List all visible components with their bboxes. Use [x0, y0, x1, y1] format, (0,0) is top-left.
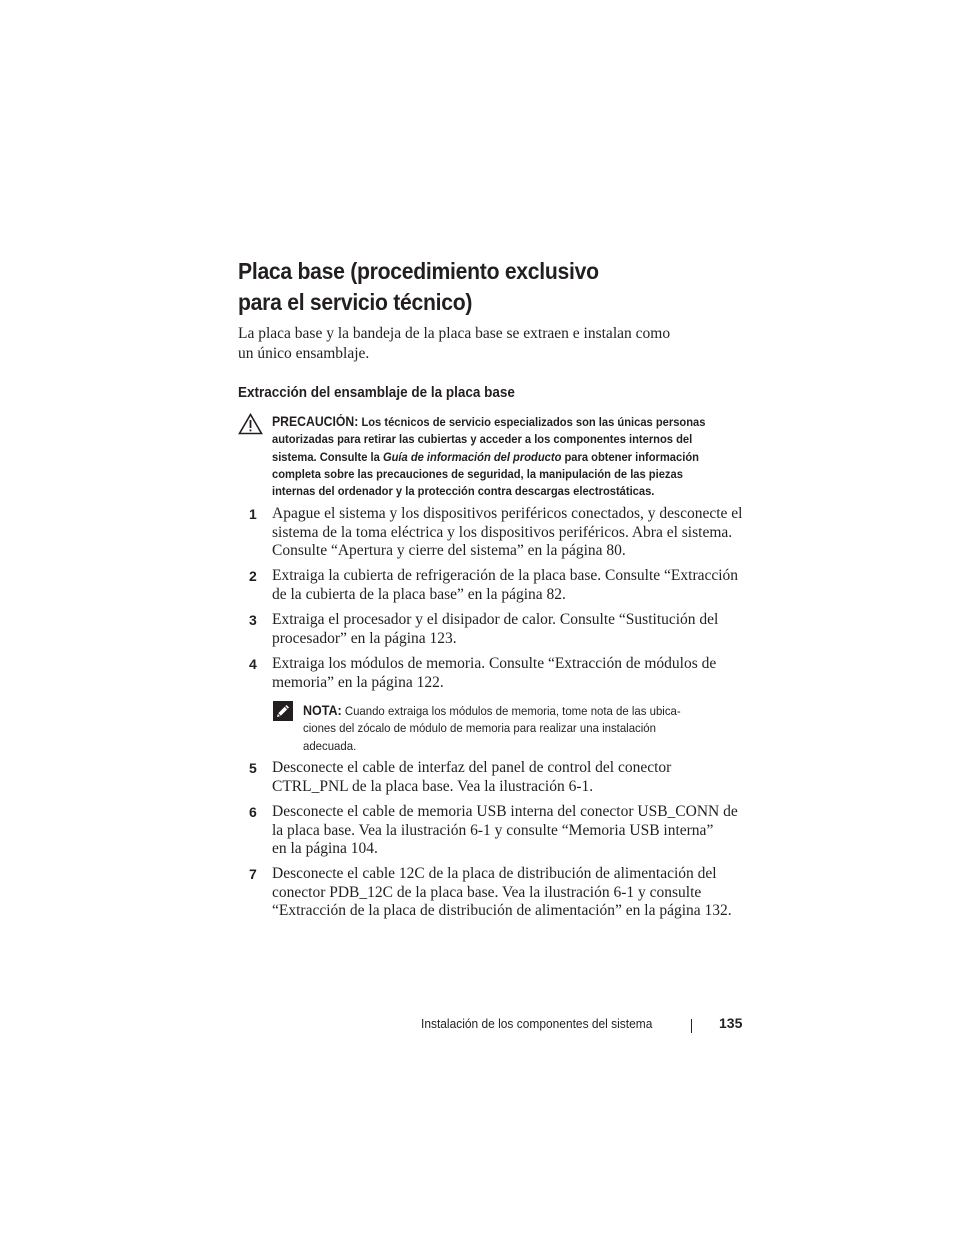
step-number: 4 — [249, 656, 257, 672]
step-line: Desconecte el cable de interfaz del panel de control del conector — [272, 759, 672, 776]
step-line: Desconecte el cable de memoria USB interna del conector USB_CONN de — [272, 803, 738, 820]
step-text — [272, 611, 752, 648]
note-line-1 — [303, 702, 735, 720]
page-number: 135 — [719, 1015, 743, 1031]
step-number: 6 — [249, 804, 257, 820]
caution-text-1: Los técnicos de servicio especializados son las únicas personas — [361, 415, 706, 429]
caution-box — [272, 413, 731, 500]
footer-chapter-title: Instalación de los componentes del sistema — [421, 1016, 653, 1031]
caution-line-3 — [272, 449, 731, 466]
step-line: de la cubierta de la placa base” en la página 82. — [272, 585, 566, 603]
intro-paragraph — [238, 324, 708, 364]
step-line: Consulte “Apertura y cierre del sistema” en la página 80. — [272, 542, 626, 559]
step-text — [272, 567, 752, 604]
caution-line-4: completa sobre las precauciones de seguridad, la manipulación de las piezas — [272, 466, 683, 481]
step-number: 2 — [249, 568, 257, 584]
subsection-title: Extracción del ensamblaje de la placa base — [238, 384, 515, 401]
note-label: NOTA: — [303, 703, 342, 718]
section-title-line-2: para el servicio técnico) — [238, 289, 473, 315]
step-line: Extraiga los módulos de memoria. Consulte “Extracción de módulos de — [272, 655, 717, 672]
step-text — [272, 803, 752, 859]
caution-text-3b: para obtener información — [561, 449, 699, 464]
pencil-note-icon — [272, 700, 294, 722]
step-line: Apague el sistema y los dispositivos periféricos conectados, y desconecte el — [272, 505, 743, 522]
step-number: 3 — [249, 612, 257, 628]
caution-label: PRECAUCIÓN: — [272, 414, 359, 429]
caution-text-3a: sistema. Consulte la — [272, 449, 383, 464]
intro-line-1: La placa base y la bandeja de la placa base se extraen e instalan como — [238, 325, 671, 342]
intro-line-2: un único ensamblaje. — [238, 345, 370, 362]
caution-line-2: autorizadas para retirar las cubiertas y acceder a los componentes internos del — [272, 432, 693, 447]
note-line-3: adecuada. — [303, 738, 357, 753]
caution-line-5: internas del ordenador y la protección contra descargas electrostáticas. — [272, 484, 655, 499]
section-title-line-1: Placa base (procedimiento exclusivo — [238, 258, 599, 284]
step-text — [272, 505, 752, 561]
step-line: procesador” en la página 123. — [272, 629, 457, 647]
note-line-2: ciones del zócalo de módulo de memoria para realizar una instalación — [303, 721, 656, 736]
caution-line-1 — [272, 413, 731, 431]
step-line: CTRL_PNL de la placa base. Vea la ilustración 6-1. — [272, 777, 594, 795]
step-text — [272, 655, 752, 692]
step-text — [272, 865, 752, 921]
product-info-guide-title: Guía de información del producto — [382, 449, 562, 464]
step-line: Extraiga el procesador y el disipador de calor. Consulte “Sustitución del — [272, 611, 719, 628]
step-line: la placa base. Vea la ilustración 6-1 y consulte “Memoria USB interna” — [272, 821, 714, 839]
warning-triangle-icon — [238, 413, 263, 435]
step-line: en la página 104. — [272, 840, 378, 857]
step-number: 1 — [249, 506, 257, 522]
step-line: memoria” en la página 122. — [272, 673, 444, 691]
step-line: Extraiga la cubierta de refrigeración de la placa base. Consulte “Extracción — [272, 567, 739, 584]
note-text-1: Cuando extraiga los módulos de memoria, tome nota de las ubica- — [344, 704, 681, 718]
step-line: Desconecte el cable 12C de la placa de distribución de alimentación del — [272, 865, 717, 882]
section-title — [238, 256, 716, 318]
step-text — [272, 759, 752, 796]
note-box — [303, 702, 735, 755]
footer-separator — [691, 1019, 692, 1033]
step-line: “Extracción de la placa de distribución de alimentación” en la página 132. — [272, 902, 732, 919]
step-line: sistema de la toma eléctrica y los dispositivos periféricos. Abra el sistema. — [272, 523, 733, 541]
step-number: 7 — [249, 866, 257, 882]
step-number: 5 — [249, 760, 257, 776]
step-line: conector PDB_12C de la placa base. Vea la ilustración 6-1 y consulte — [272, 883, 702, 901]
